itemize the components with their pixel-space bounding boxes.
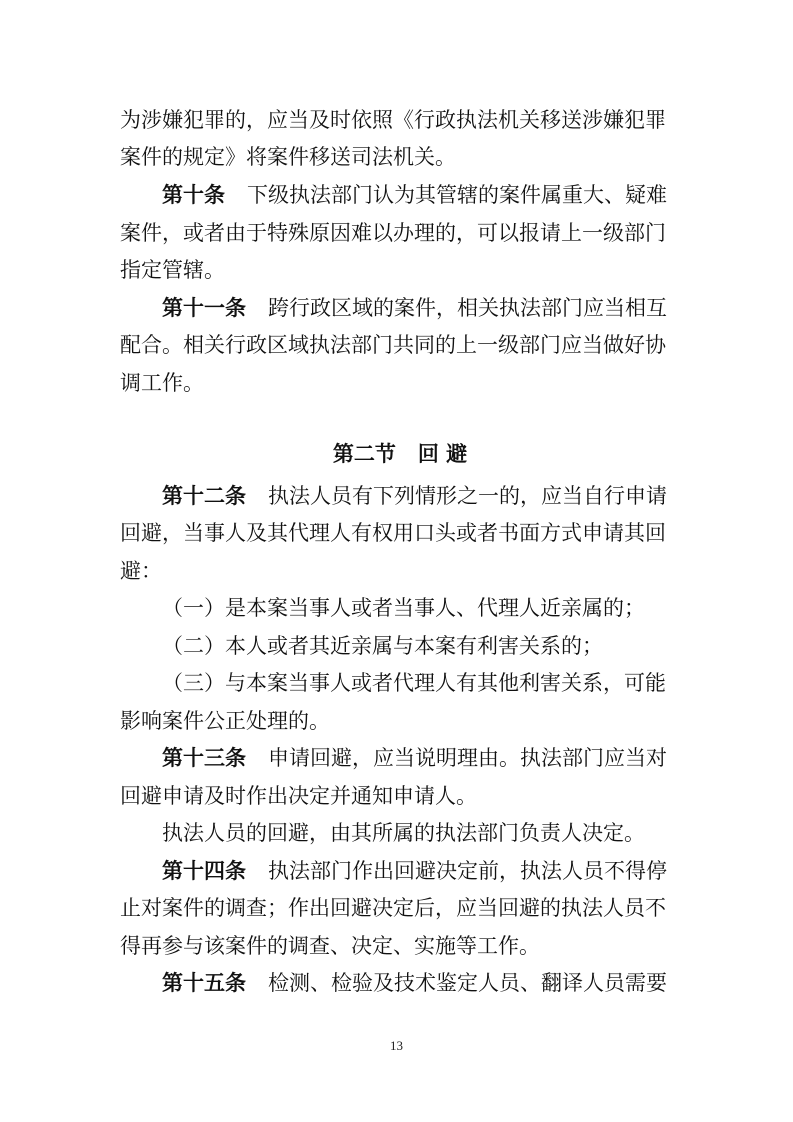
list-item: （二）本人或者其近亲属与本案有利害关系的；	[162, 634, 603, 658]
article-label: 第十一条	[162, 296, 246, 320]
article-10-line: 第十条 下级执法部门认为其管辖的案件属重大、疑难	[162, 183, 667, 207]
article-12-line: 第十二条 执法人员有下列情形之一的，应当自行申请	[162, 484, 667, 508]
article-label: 第十三条	[162, 746, 246, 770]
page-number: 13	[390, 1038, 403, 1053]
text-line: 得再参与该案件的调查、决定、实施等工作。	[120, 934, 540, 958]
text-line: 回避，当事人及其代理人有权用口头或者书面方式申请其回	[120, 521, 666, 545]
text-line: 指定管辖。	[120, 258, 225, 282]
article-14-line: 第十四条 执法部门作出回避决定前，执法人员不得停	[162, 859, 667, 883]
text-line: 避：	[120, 559, 162, 583]
text-line: 配合。相关行政区域执法部门共同的上一级部门应当做好协	[120, 333, 666, 357]
text-line: 止对案件的调查；作出回避决定后，应当回避的执法人员不	[120, 896, 666, 920]
list-item: （一）是本案当事人或者当事人、代理人近亲属的；	[162, 596, 645, 620]
article-label: 第十四条	[162, 859, 246, 883]
text-line: 调工作。	[120, 371, 204, 395]
article-15-line: 第十五条 检测、检验及技术鉴定人员、翻译人员需要	[162, 971, 667, 995]
section-heading: 第二节 回 避	[332, 442, 468, 466]
article-11-line: 第十一条 跨行政区域的案件，相关执法部门应当相互	[162, 296, 667, 320]
list-item: （三）与本案当事人或者代理人有其他利害关系，可能	[162, 671, 666, 695]
text-line: 案件，或者由于特殊原因难以办理的，可以报请上一级部门	[120, 221, 666, 245]
article-label: 第十条	[162, 183, 225, 207]
text-line: 案件的规定》将案件移送司法机关。	[120, 145, 456, 169]
article-label: 第十五条	[162, 971, 246, 995]
text-line: 执法人员的回避，由其所属的执法部门负责人决定。	[162, 821, 645, 845]
text-line: 为涉嫌犯罪的，应当及时依照《行政执法机关移送涉嫌犯罪	[120, 108, 666, 132]
text-line: 回避申请及时作出决定并通知申请人。	[120, 784, 477, 808]
article-13-line: 第十三条 申请回避，应当说明理由。执法部门应当对	[162, 746, 667, 770]
text-line: 影响案件公正处理的。	[120, 709, 330, 733]
article-label: 第十二条	[162, 484, 246, 508]
